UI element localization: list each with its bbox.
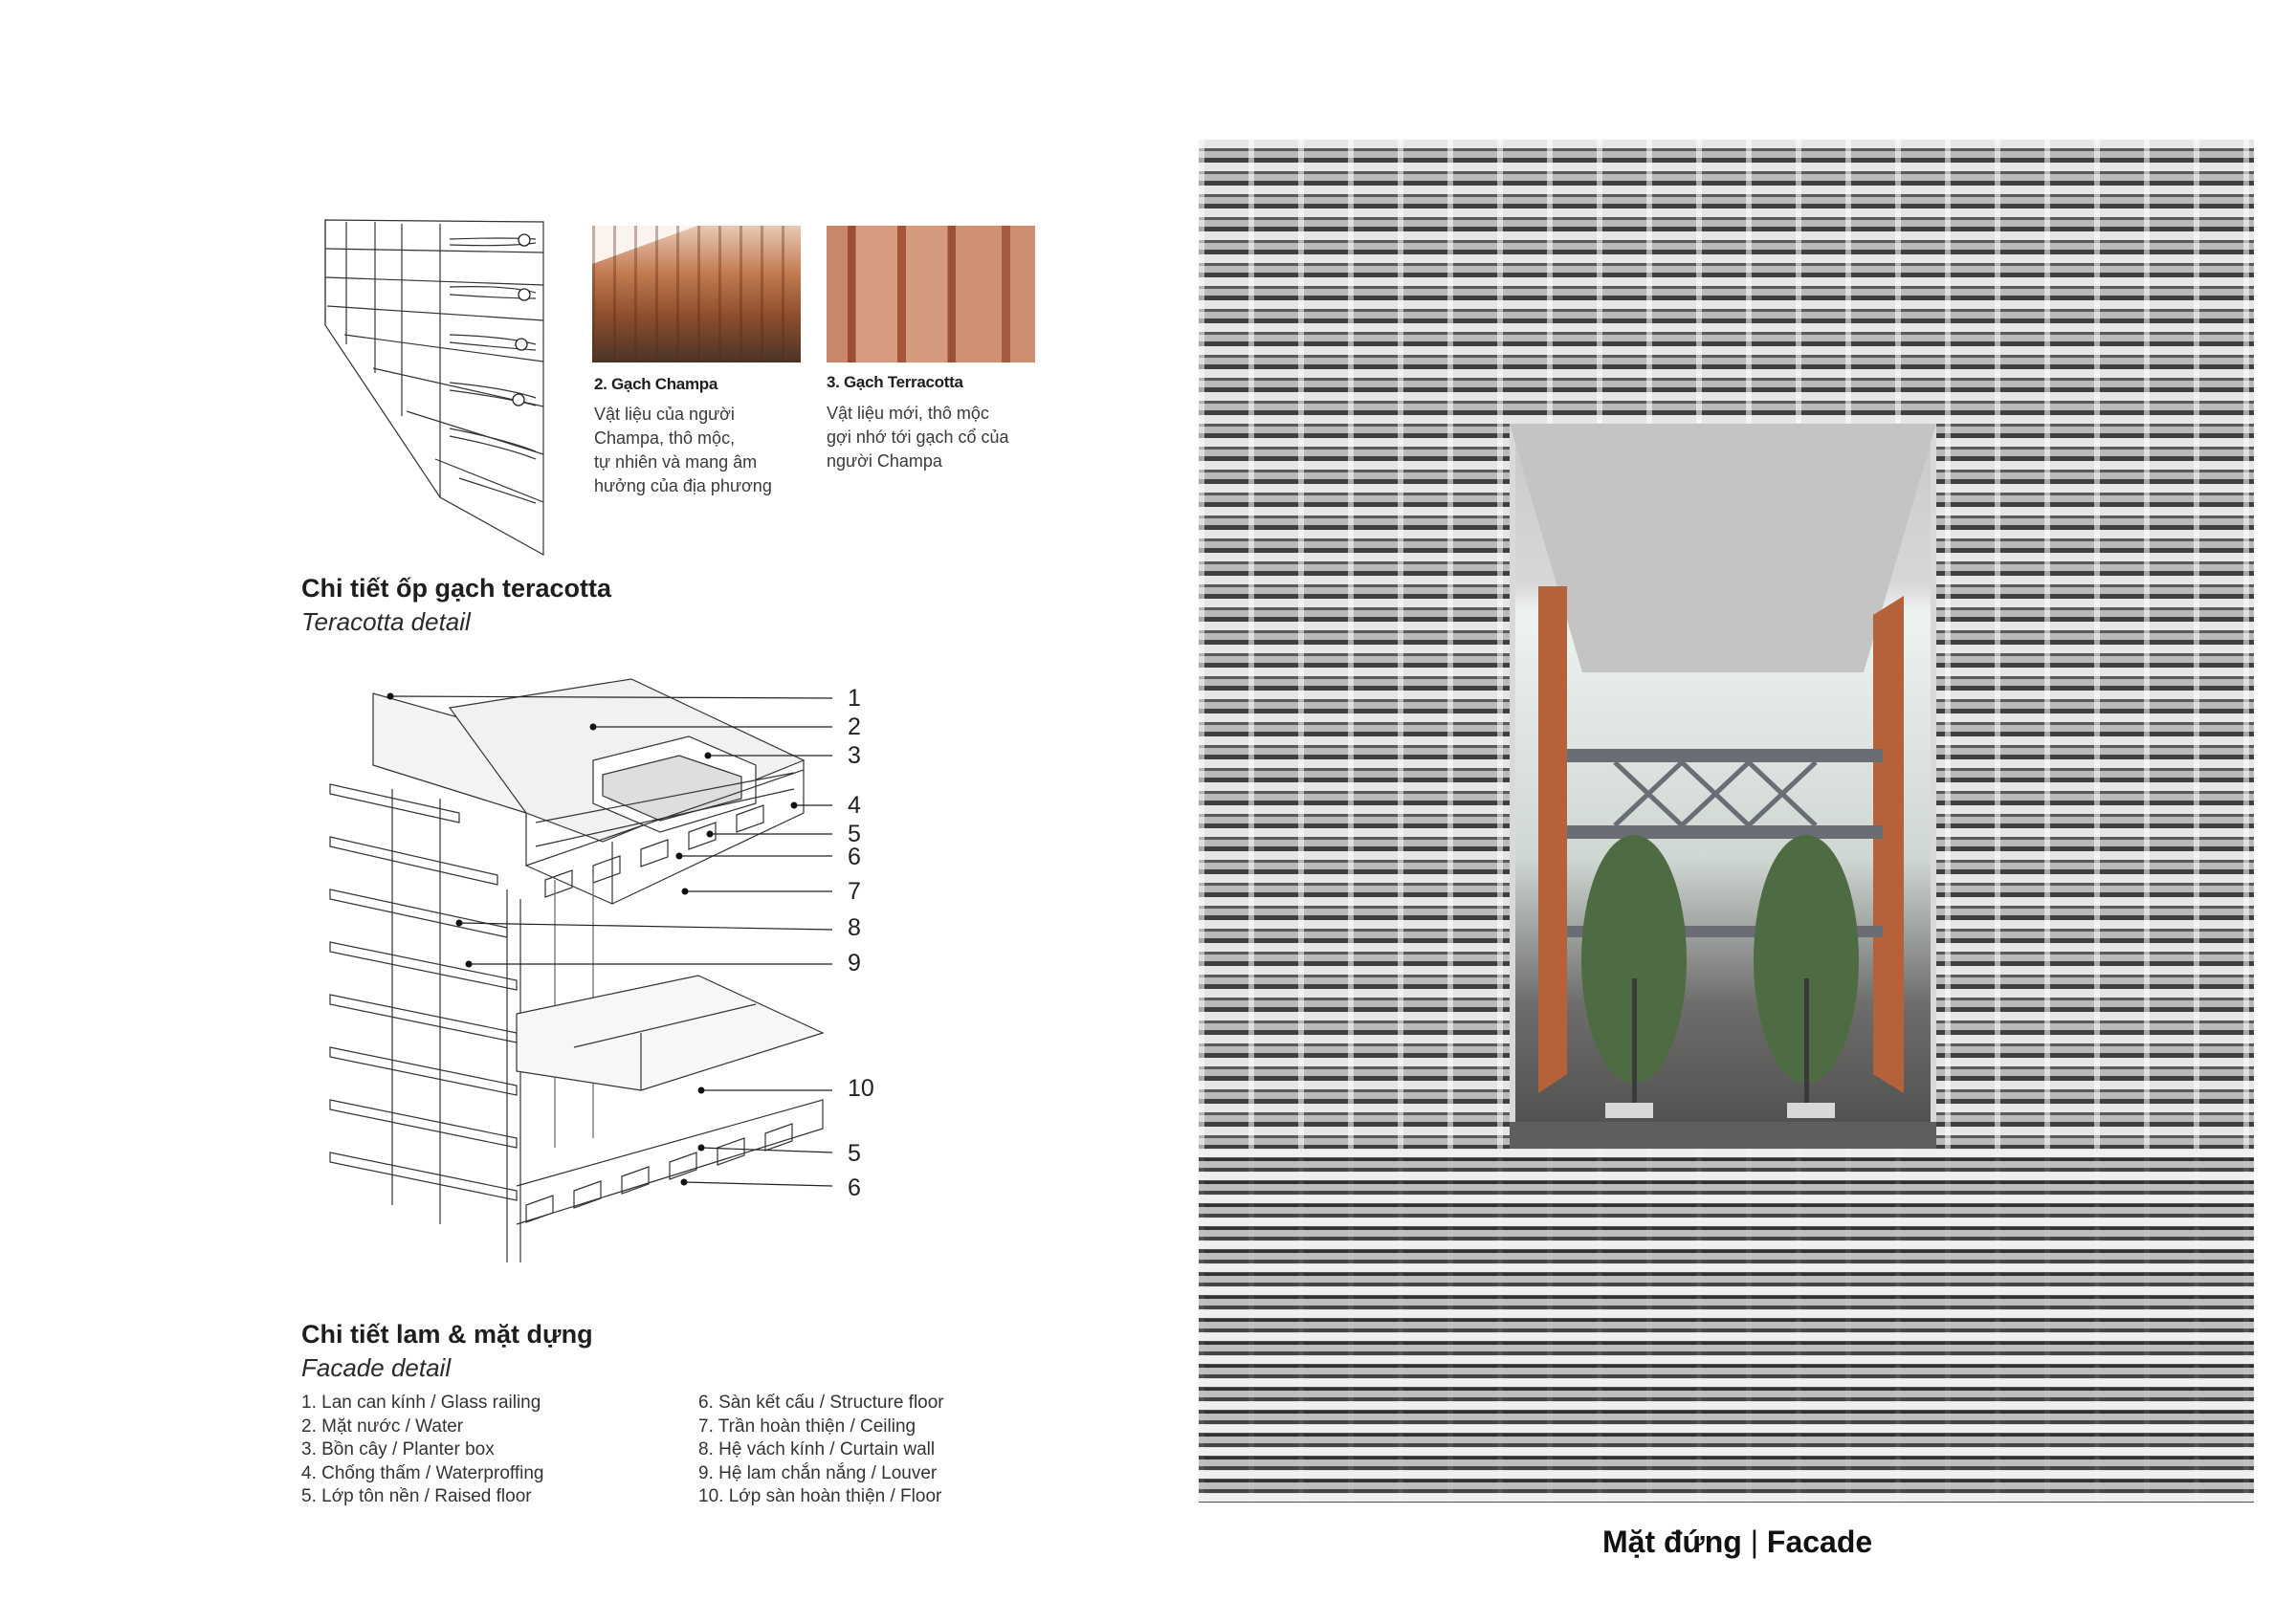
facade-atrium-opening bbox=[1510, 424, 1936, 1149]
callout-10: 10 bbox=[848, 1075, 874, 1102]
terracotta-brick-photo bbox=[827, 226, 1035, 362]
legend-item: 1. Lan can kính / Glass railing bbox=[301, 1393, 541, 1413]
callout-6: 6 bbox=[848, 844, 861, 870]
facade-section-drawing bbox=[316, 669, 851, 1282]
legend-item: 10. Lớp sàn hoàn thiện / Floor bbox=[698, 1486, 942, 1506]
facade-caption-en: Facade bbox=[1766, 1525, 1873, 1559]
facade-detail-title: Chi tiết lam & mặt dựng bbox=[301, 1320, 593, 1349]
callout-4: 4 bbox=[848, 792, 861, 819]
legend-item: 8. Hệ vách kính / Curtain wall bbox=[698, 1439, 936, 1459]
callout-3: 3 bbox=[848, 742, 861, 769]
teracotta-detail-title: Chi tiết ốp gạch teracotta bbox=[301, 574, 612, 603]
legend-item: 2. Mặt nước / Water bbox=[301, 1416, 464, 1437]
terracotta-brick-title: 3. Gạch Terracotta bbox=[827, 373, 963, 391]
teracotta-detail-subtitle: Teracotta detail bbox=[301, 607, 471, 636]
callout-9: 9 bbox=[848, 950, 861, 977]
callout-7: 7 bbox=[848, 878, 861, 905]
facade-caption bbox=[1602, 1525, 1872, 1560]
teracotta-wall-drawing bbox=[316, 210, 555, 564]
legend-left bbox=[301, 1392, 543, 1509]
legend-item: 6. Sàn kết cấu / Structure floor bbox=[698, 1393, 944, 1413]
champa-brick-photo bbox=[592, 226, 801, 362]
legend-right bbox=[698, 1392, 944, 1509]
champa-brick-title: 2. Gạch Champa bbox=[594, 375, 718, 393]
champa-brick-description: Vật liệu của người Champa, thô mộc, tự nhiên và mang âm hưởng của địa phương bbox=[594, 405, 772, 495]
legend-item: 3. Bồn cây / Planter box bbox=[301, 1439, 495, 1459]
callout-5-lower: 5 bbox=[848, 1140, 861, 1167]
callout-2: 2 bbox=[848, 713, 861, 740]
callout-1: 1 bbox=[848, 685, 861, 712]
terracotta-brick-description: Vật liệu mới, thô mộc gợi nhớ tới gạch cổ của người Champa bbox=[827, 404, 1009, 471]
legend-item: 7. Trần hoàn thiện / Ceiling bbox=[698, 1416, 916, 1437]
facade-caption-vn: Mặt đứng bbox=[1602, 1525, 1742, 1559]
facade-detail-subtitle: Facade detail bbox=[301, 1353, 452, 1382]
legend-item: 5. Lớp tôn nền / Raised floor bbox=[301, 1486, 532, 1506]
facade-rendering bbox=[1199, 140, 2254, 1503]
callout-8: 8 bbox=[848, 914, 861, 941]
callout-5: 5 bbox=[848, 821, 861, 847]
facade-caption-separator: | bbox=[1750, 1525, 1759, 1559]
legend-item: 9. Hệ lam chắn nắng / Louver bbox=[698, 1462, 938, 1483]
callout-6-lower: 6 bbox=[848, 1174, 861, 1201]
legend-item: 4. Chống thấm / Waterproffing bbox=[301, 1462, 544, 1483]
